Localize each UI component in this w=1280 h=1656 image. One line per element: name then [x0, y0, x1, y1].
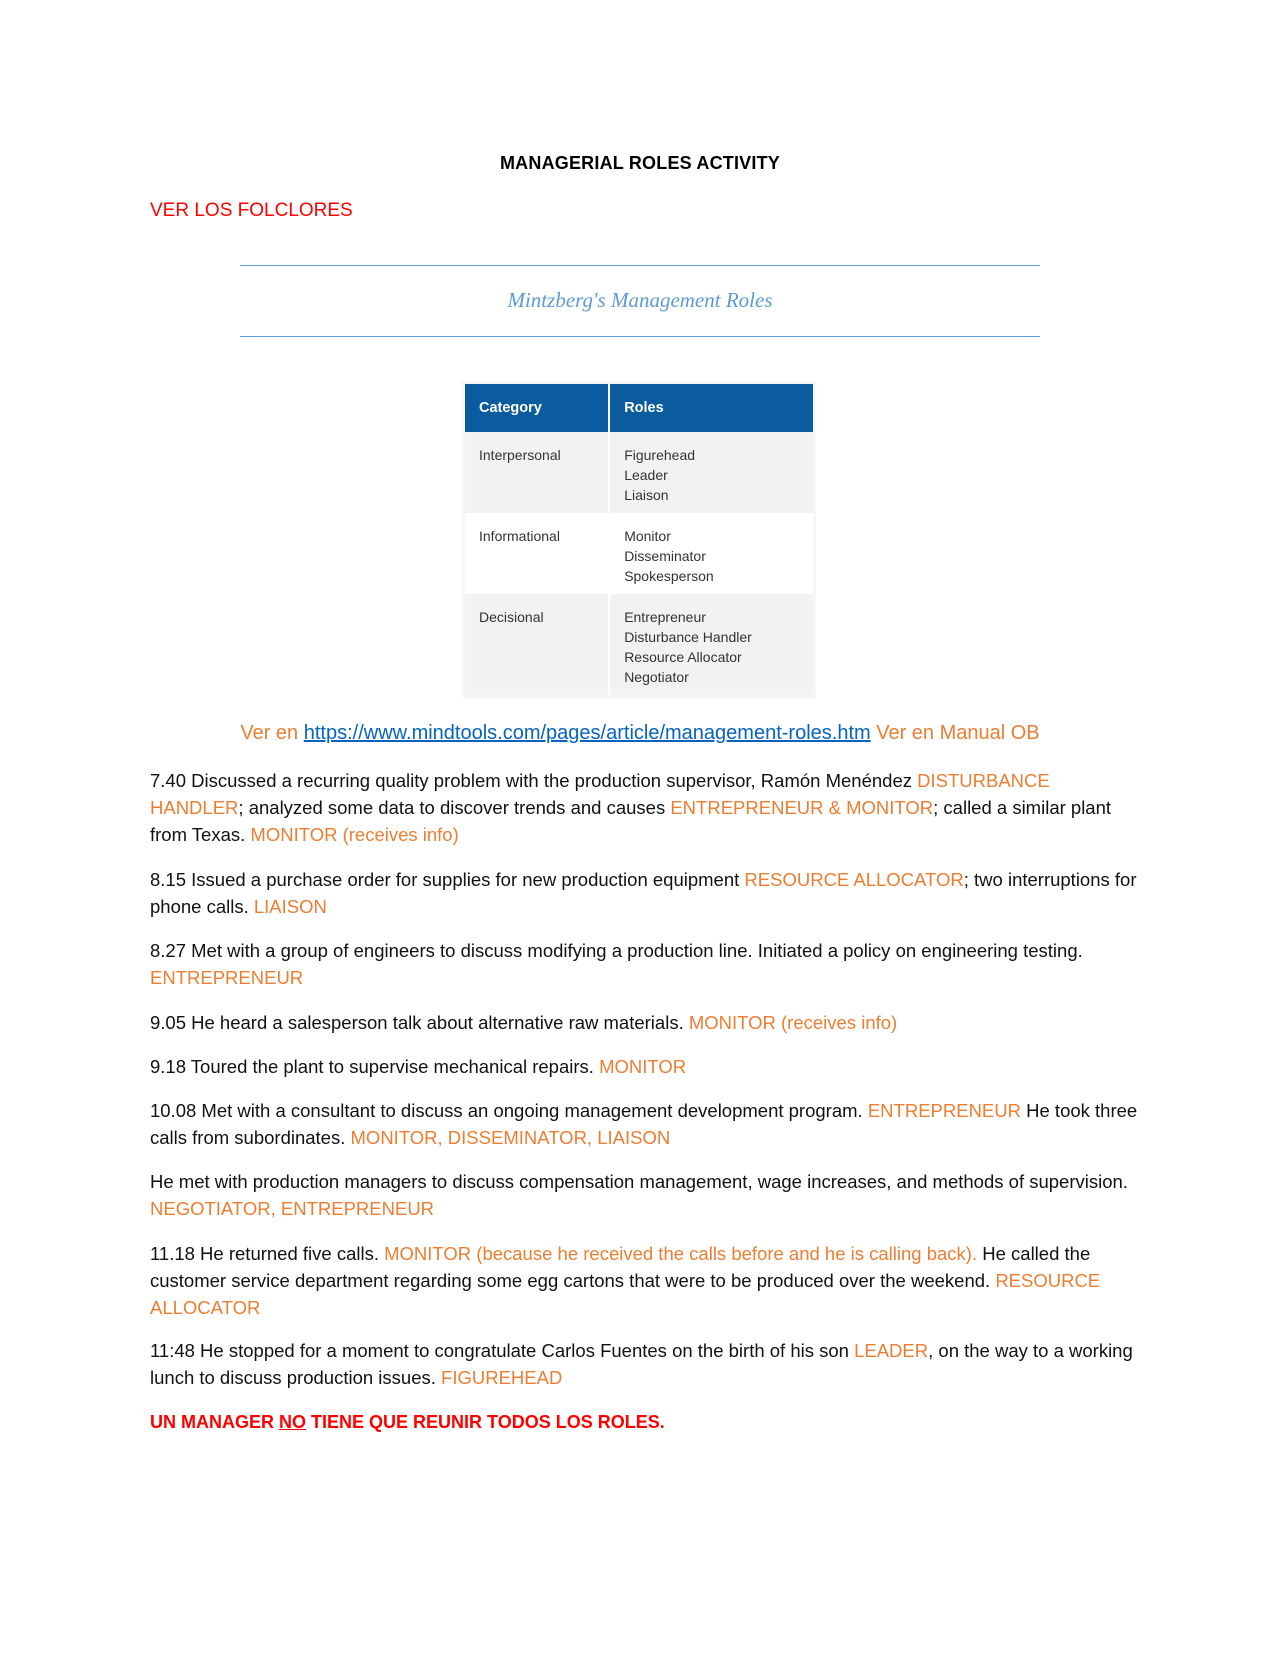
role-annotation: MONITOR, DISSEMINATOR, LIAISON: [350, 1127, 671, 1148]
final-note: [150, 1412, 665, 1433]
entry-paragraph: [150, 866, 1140, 920]
role-annotation: MONITOR (because he received the calls before and he is calling back).: [384, 1243, 978, 1264]
entry-paragraph: [150, 1097, 1140, 1151]
role-item: Disturbance Handler: [624, 629, 752, 645]
role-annotation: ENTREPRENEUR: [150, 967, 304, 988]
mindtools-link[interactable]: https://www.mindtools.com/pages/article/management-roles.htm: [303, 722, 871, 744]
roles-cell: [609, 432, 814, 513]
subtitle-rule-bottom: [240, 336, 1040, 337]
table-row: [464, 594, 815, 697]
role-item: Spokesperson: [624, 568, 714, 584]
document-title: MANAGERIAL ROLES ACTIVITY: [499, 153, 780, 173]
entry-text: ; two interruptions for phone calls.: [150, 869, 1137, 917]
final-note-before: UN MANAGER: [150, 1412, 279, 1432]
entry-text: He called the customer service department regarding some egg cartons that were to be produced over the weekend.: [150, 1243, 1091, 1291]
role-annotation: MONITOR (receives info): [688, 1012, 898, 1033]
roles-table-header-row: [464, 383, 815, 433]
role-item: Entrepreneur: [624, 609, 706, 625]
entry-paragraph: [150, 1009, 1140, 1036]
role-annotation: DISTURBANCE HANDLER: [150, 770, 1050, 818]
entry-text: , on the way to a working lunch to discuss production issues.: [150, 1340, 1133, 1388]
header-roles: Roles: [609, 383, 814, 433]
role-annotation: ENTREPRENEUR & MONITOR: [670, 797, 934, 818]
role-annotation: LEADER: [854, 1340, 929, 1361]
roles-cell: [609, 513, 814, 594]
entry-paragraph: [150, 1240, 1140, 1321]
role-item: Leader: [624, 467, 668, 483]
entry-text: ; analyzed some data to discover trends and causes: [238, 797, 671, 818]
reference-line: [0, 722, 1280, 745]
entry-text: 11:48 He stopped for a moment to congratulate Carlos Fuentes on the birth of his son: [150, 1340, 855, 1361]
role-annotation: ENTREPRENEUR: [867, 1100, 1021, 1121]
role-item: Resource Allocator: [624, 649, 742, 665]
subtitle-rule-top: [240, 265, 1040, 266]
table-row: [464, 513, 815, 594]
entry-text: 8.27 Met with a group of engineers to discuss modifying a production line. Initiated a policy on engineering testing.: [150, 940, 1083, 961]
final-note-underlined: NO: [279, 1412, 306, 1432]
role-item: Negotiator: [624, 669, 689, 685]
subtitle: Mintzberg's Management Roles: [507, 288, 773, 312]
entry-text: 10.08 Met with a consultant to discuss an ongoing management development program.: [150, 1100, 868, 1121]
category-cell: Interpersonal: [464, 432, 610, 513]
entry-paragraph: [150, 767, 1140, 848]
entry-text: He took three calls from subordinates.: [150, 1100, 1138, 1148]
role-annotation: MONITOR (receives info): [250, 824, 459, 845]
entry-text: 9.05 He heard a salesperson talk about alternative raw materials.: [150, 1012, 689, 1033]
role-annotation: LIAISON: [253, 896, 327, 917]
role-annotation: FIGUREHEAD: [441, 1367, 563, 1388]
entry-paragraph: [150, 1337, 1140, 1391]
entry-text: 9.18 Toured the plant to supervise mechanical repairs.: [150, 1056, 600, 1077]
role-item: Liaison: [624, 487, 669, 503]
table-row: [464, 432, 815, 513]
role-annotation: RESOURCE ALLOCATOR: [150, 1270, 1101, 1318]
category-cell: Informational: [464, 513, 610, 594]
roles-table: [462, 381, 816, 698]
entry-text: ; called a similar plant from Texas.: [150, 797, 1112, 845]
category-cell: Decisional: [464, 594, 610, 697]
entry-paragraph: [150, 937, 1140, 991]
role-annotation: RESOURCE ALLOCATOR: [744, 869, 964, 890]
role-item: Monitor: [624, 528, 671, 544]
role-annotation: MONITOR: [599, 1056, 687, 1077]
entry-paragraph: [150, 1168, 1140, 1222]
role-annotation: NEGOTIATOR, ENTREPRENEUR: [150, 1198, 435, 1219]
entry-text: 8.15 Issued a purchase order for supplies for new production equipment: [150, 869, 745, 890]
entry-text: 11.18 He returned five calls.: [150, 1243, 385, 1264]
entry-text: He met with production managers to discuss compensation management, wage increases, and methods of supervision.: [150, 1171, 1128, 1192]
header-category: Category: [464, 383, 610, 433]
final-note-after: TIENE QUE REUNIR TODOS LOS ROLES.: [306, 1412, 665, 1432]
reference-prefix: Ver en: [240, 722, 304, 744]
role-item: Disseminator: [624, 548, 706, 564]
reference-suffix: Ver en Manual OB: [870, 722, 1040, 744]
roles-cell: [609, 594, 814, 697]
red-heading: VER LOS FOLCLORES: [150, 200, 353, 221]
role-item: Figurehead: [624, 447, 696, 463]
entry-text: 7.40 Discussed a recurring quality problem with the production supervisor, Ramón Menéndez: [150, 770, 918, 791]
entry-paragraph: [150, 1053, 1140, 1080]
